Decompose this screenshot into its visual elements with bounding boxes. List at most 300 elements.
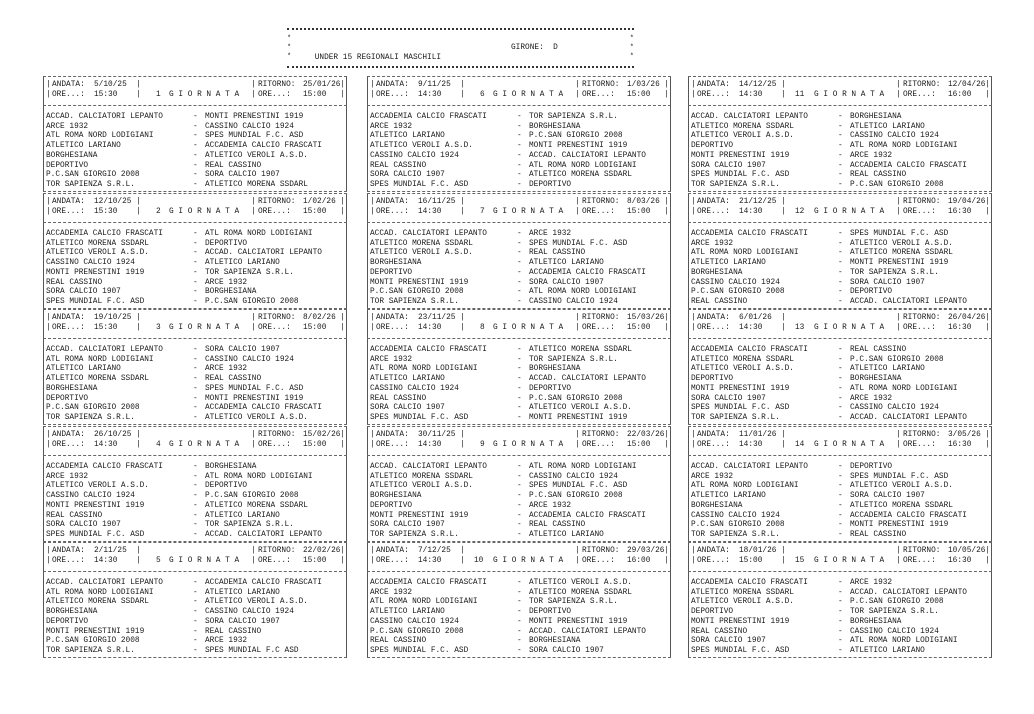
pipe: | — [251, 314, 256, 322]
giornata-label: G I O R N A T A — [814, 557, 885, 565]
away-team: TOR SAPIENZA S.R.L. — [850, 268, 939, 277]
match-row — [46, 463, 344, 473]
away-team: REAL CASSINO — [850, 171, 907, 180]
home-team: TOR SAPIENZA S.R.L. — [370, 297, 459, 306]
pipe: | — [460, 91, 465, 99]
andata-row — [370, 198, 668, 208]
andata-label: ANDATA: — [52, 314, 85, 322]
home-team: SORA CALCIO 1907 — [46, 288, 121, 297]
home-team: SORA CALCIO 1907 — [691, 394, 766, 403]
pipe: | — [691, 547, 696, 555]
home-team: P.C.SAN GIORGIO 2008 — [46, 637, 140, 646]
home-team: BORGHESIANA — [46, 151, 98, 160]
pipe: | — [896, 208, 901, 216]
vs-dash: - — [838, 249, 843, 258]
away-team: BORGHESIANA — [205, 463, 257, 471]
ore-row — [691, 441, 989, 451]
vs-dash: - — [517, 463, 522, 471]
pipe: | — [46, 557, 51, 565]
vs-dash: - — [517, 355, 522, 364]
match-row — [691, 395, 989, 405]
away-team: DEPORTIVO — [205, 482, 248, 491]
home-team: ACCAD. CALCIATORI LEPANTO — [691, 113, 808, 121]
pipe: | — [340, 81, 345, 89]
ritorno-date: 29/03/26 — [627, 547, 665, 555]
away-team: ATLETICO LARIANO — [529, 530, 604, 539]
pipe: | — [136, 91, 141, 99]
giornata-number: 5 — [156, 557, 161, 565]
pipe: | — [370, 441, 375, 449]
home-team: ARCE 1932 — [691, 472, 734, 481]
home-team: ATLETICO MORENA SSDARL — [46, 239, 149, 248]
vs-dash: - — [193, 463, 198, 471]
match-row — [370, 132, 668, 142]
match-row — [370, 521, 668, 531]
giornata-label: G I O R N A T A — [169, 91, 240, 99]
pipe: | — [781, 314, 786, 322]
giornata-block — [43, 193, 347, 309]
away-team: ARCE 1932 — [850, 394, 893, 403]
giornata-number: 14 — [795, 441, 805, 449]
away-team: DEPORTIVO — [529, 180, 572, 189]
home-team: TOR SAPIENZA S.R.L. — [691, 180, 780, 189]
ritorno-label: RITORNO: — [258, 547, 296, 555]
andata-date: 23/11/25 — [418, 314, 456, 322]
away-team: ATLETICO LARIANO — [850, 646, 925, 655]
ore-row — [691, 324, 989, 334]
home-team: CASSINO CALCIO 1924 — [46, 492, 135, 501]
ritorno-label: RITORNO: — [258, 431, 296, 439]
ore-label: ORE...: — [903, 91, 936, 99]
giornata-number: 13 — [795, 324, 805, 332]
dashed-separator — [367, 222, 671, 223]
match-row — [691, 579, 989, 589]
match-row — [46, 298, 344, 308]
away-team: P.C.SAN GIORGIO 2008 — [529, 394, 623, 403]
ritorno-label: RITORNO: — [903, 431, 941, 439]
vs-dash: - — [193, 113, 198, 121]
ritorno-date: 10/05/26 — [948, 547, 986, 555]
giornata-label: G I O R N A T A — [814, 91, 885, 99]
away-team: ATLETICO MORENA SSDARL — [205, 180, 308, 189]
vs-dash: - — [193, 501, 198, 510]
away-team: CASSINO CALCIO 1924 — [850, 404, 939, 413]
away-team: DEPORTIVO — [205, 239, 248, 248]
home-team: ATL ROMA NORD LODIGIANI — [46, 355, 154, 364]
away-team: REAL CASSINO — [529, 521, 586, 530]
match-row — [370, 647, 668, 657]
dashed-separator — [43, 191, 347, 192]
match-row — [370, 414, 668, 424]
pipe: | — [136, 314, 141, 322]
home-team: TOR SAPIENZA S.R.L. — [46, 413, 135, 422]
match-row — [370, 375, 668, 385]
ritorno-date: 1/03/26 — [627, 81, 660, 89]
match-row — [46, 346, 344, 356]
pipe: | — [251, 91, 256, 99]
dashed-separator — [688, 338, 992, 339]
vs-dash: - — [838, 579, 843, 587]
giornata-block — [43, 542, 347, 658]
dashed-separator — [43, 309, 347, 310]
home-team: ACCADEMIA CALCIO FRASCATI — [370, 346, 487, 354]
vs-dash: - — [193, 384, 198, 393]
ore-label: ORE...: — [903, 208, 936, 216]
home-team: BORGHESIANA — [370, 259, 422, 268]
away-team: ACCAD. CALCIATORI LEPANTO — [205, 249, 322, 258]
vs-dash: - — [193, 268, 198, 277]
ore-row — [370, 91, 668, 101]
away-team: SORA CALCIO 1907 — [529, 646, 604, 655]
vs-dash: - — [517, 472, 522, 481]
away-team: P.C.SAN GIORGIO 2008 — [529, 132, 623, 141]
vs-dash: - — [193, 637, 198, 646]
away-team: ATLETICO VEROLI A.S.D. — [205, 413, 308, 422]
match-row — [370, 113, 668, 123]
away-team: BORGHESIANA — [529, 122, 581, 131]
match-row — [691, 123, 989, 133]
ritorno-date: 8/02/26 — [303, 314, 336, 322]
pipe: | — [664, 91, 669, 99]
away-team: P.C.SAN GIORGIO 2008 — [529, 492, 623, 501]
dashed-separator — [688, 424, 992, 425]
away-team: TOR SAPIENZA S.R.L. — [529, 598, 618, 607]
away-team: ATLETICO LARIANO — [205, 588, 280, 597]
vs-dash: - — [517, 365, 522, 374]
away-team: ATLETICO LARIANO — [529, 259, 604, 268]
vs-dash: - — [517, 608, 522, 617]
home-team: ARCE 1932 — [46, 472, 89, 481]
vs-dash: - — [193, 598, 198, 607]
home-team: ACCADEMIA CALCIO FRASCATI — [691, 579, 808, 587]
away-team: ATL ROMA NORD LODIGIANI — [850, 142, 958, 151]
vs-dash: - — [517, 122, 522, 131]
pipe: | — [460, 441, 465, 449]
ore-row — [370, 557, 668, 567]
home-team: REAL CASSINO — [46, 278, 103, 287]
home-team: ATLETICO LARIANO — [46, 365, 121, 374]
pipe: | — [136, 208, 141, 216]
home-team: TOR SAPIENZA S.R.L. — [46, 180, 135, 189]
away-team: ATL ROMA NORD LODIGIANI — [205, 472, 313, 481]
vs-dash: - — [517, 501, 522, 510]
pipe: | — [460, 547, 465, 555]
home-team: ATLETICO VEROLI A.S.D. — [370, 142, 473, 151]
andata-label: ANDATA: — [697, 547, 730, 555]
home-team: ACCADEMIA CALCIO FRASCATI — [370, 113, 487, 121]
vs-dash: - — [193, 151, 198, 160]
andata-row — [691, 198, 989, 208]
pipe: | — [575, 441, 580, 449]
match-row — [691, 113, 989, 123]
pipe: | — [136, 324, 141, 332]
pipe: | — [460, 431, 465, 439]
away-team: CASSINO CALCIO 1924 — [205, 355, 294, 364]
vs-dash: - — [517, 278, 522, 287]
ore-label: ORE...: — [582, 557, 615, 565]
home-team: ACCAD. CALCIATORI LEPANTO — [370, 230, 487, 238]
away-team: REAL CASSINO — [850, 530, 907, 539]
match-row — [691, 628, 989, 638]
pipe: | — [340, 431, 345, 439]
ore-label: ORE...: — [697, 557, 730, 565]
ritorno-date: 26/04/26 — [948, 314, 986, 322]
match-row — [691, 512, 989, 522]
vs-dash: - — [517, 511, 522, 520]
pipe: | — [691, 557, 696, 565]
match-row — [370, 512, 668, 522]
match-row — [370, 162, 668, 172]
match-row — [691, 385, 989, 395]
match-row — [370, 492, 668, 502]
ritorno-date: 12/04/26 — [948, 81, 986, 89]
pipe: | — [460, 198, 465, 206]
pipe: | — [251, 547, 256, 555]
match-row — [691, 346, 989, 356]
home-team: DEPORTIVO — [691, 608, 734, 617]
vs-dash: - — [517, 404, 522, 413]
away-team: ARCE 1932 — [205, 365, 248, 374]
giornata-label: G I O R N A T A — [493, 208, 564, 216]
vs-dash: - — [517, 384, 522, 393]
home-team: MONTI PRENESTINI 1919 — [46, 501, 145, 510]
home-team: ATLETICO MORENA SSDARL — [691, 588, 794, 597]
match-row — [46, 502, 344, 512]
andata-row — [46, 198, 344, 208]
vs-dash: - — [838, 142, 843, 151]
away-team: ATLETICO VEROLI A.S.D. — [529, 579, 632, 587]
pipe: | — [460, 314, 465, 322]
pipe: | — [370, 324, 375, 332]
home-team: ACCAD. CALCIATORI LEPANTO — [691, 463, 808, 471]
ore-row — [691, 91, 989, 101]
vs-dash: - — [838, 588, 843, 597]
home-team: BORGHESIANA — [46, 384, 98, 393]
title-box: * * * * * * UNDER 15 REGIONALI MASCHILI GIRONE: D — [287, 25, 634, 69]
match-row — [46, 473, 344, 483]
vs-dash: - — [517, 646, 522, 655]
andata-row — [370, 547, 668, 557]
home-team: ATLETICO VEROLI A.S.D. — [370, 482, 473, 491]
home-team: MONTI PRENESTINI 1919 — [46, 268, 145, 277]
pipe: | — [985, 314, 990, 322]
away-team: TOR SAPIENZA S.R.L. — [205, 521, 294, 530]
andata-label: ANDATA: — [376, 81, 409, 89]
away-team: TOR SAPIENZA S.R.L. — [529, 113, 618, 121]
dashed-separator — [367, 338, 671, 339]
ritorno-date: 22/02/26 — [303, 547, 341, 555]
match-row — [691, 142, 989, 152]
andata-label: ANDATA: — [697, 198, 730, 206]
andata-label: ANDATA: — [376, 314, 409, 322]
away-team: CASSINO CALCIO 1924 — [529, 297, 618, 306]
vs-dash: - — [193, 511, 198, 520]
home-team: DEPORTIVO — [46, 161, 89, 170]
away-team: ACCADEMIA CALCIO FRASCATI — [205, 404, 322, 413]
home-team: DEPORTIVO — [691, 142, 734, 151]
andata-row — [46, 547, 344, 557]
giornata-number: 1 — [156, 91, 161, 99]
match-row — [46, 628, 344, 638]
vs-dash: - — [517, 521, 522, 530]
vs-dash: - — [838, 122, 843, 131]
pipe: | — [575, 324, 580, 332]
andata-time: 15:00 — [739, 557, 763, 565]
giornata-block — [688, 76, 992, 192]
andata-date: 9/11/25 — [418, 81, 451, 89]
home-team: ACCADEMIA CALCIO FRASCATI — [46, 230, 163, 238]
away-team: ATLETICO LARIANO — [850, 365, 925, 374]
match-row — [46, 492, 344, 502]
home-team: ARCE 1932 — [691, 239, 734, 248]
pipe: | — [575, 547, 580, 555]
home-team: ATL ROMA NORD LODIGIANI — [370, 365, 478, 374]
match-row — [46, 589, 344, 599]
ritorno-label: RITORNO: — [582, 198, 620, 206]
giornata-label: G I O R N A T A — [493, 441, 564, 449]
vs-dash: - — [838, 239, 843, 248]
pipe: | — [370, 547, 375, 555]
pipe: | — [985, 81, 990, 89]
match-row — [691, 356, 989, 366]
pipe: | — [251, 431, 256, 439]
match-row — [370, 346, 668, 356]
match-row — [691, 240, 989, 250]
home-team: ATLETICO LARIANO — [370, 132, 445, 141]
vs-dash: - — [517, 151, 522, 160]
andata-time: 14:30 — [739, 324, 763, 332]
dashed-separator — [688, 222, 992, 223]
home-team: ATLETICO VEROLI A.S.D. — [46, 249, 149, 258]
home-team: ATLETICO VEROLI A.S.D. — [370, 249, 473, 258]
home-team: TOR SAPIENZA S.R.L. — [691, 530, 780, 539]
giornata-block — [688, 309, 992, 425]
away-team: ARCE 1932 — [850, 579, 893, 587]
home-team: ATL ROMA NORD LODIGIANI — [691, 482, 799, 491]
home-team: ATLETICO LARIANO — [370, 375, 445, 384]
ore-label: ORE...: — [582, 441, 615, 449]
pipe: | — [781, 547, 786, 555]
andata-row — [691, 81, 989, 91]
vs-dash: - — [517, 627, 522, 636]
home-team: P.C.SAN GIORGIO 2008 — [370, 288, 464, 297]
match-row — [370, 608, 668, 618]
ore-row — [46, 557, 344, 567]
giornata-number: 6 — [480, 91, 485, 99]
home-team: P.C.SAN GIORGIO 2008 — [691, 288, 785, 297]
vs-dash: - — [838, 297, 843, 306]
match-row — [370, 589, 668, 599]
ritorno-date: 25/01/26 — [303, 81, 341, 89]
giornata-number: 4 — [156, 441, 161, 449]
pipe: | — [896, 324, 901, 332]
vs-dash: - — [838, 394, 843, 403]
ore-row — [46, 208, 344, 218]
vs-dash: - — [838, 375, 843, 384]
match-row — [370, 598, 668, 608]
vs-dash: - — [193, 482, 198, 491]
match-row — [46, 288, 344, 298]
home-team: DEPORTIVO — [46, 617, 89, 626]
dashed-separator — [43, 657, 347, 658]
pipe: | — [136, 441, 141, 449]
away-team: SPES MUNDIAL F.C. ASD — [529, 482, 628, 491]
vs-dash: - — [838, 482, 843, 491]
away-team: TOR SAPIENZA S.R.L. — [850, 608, 939, 617]
away-team: ATLETICO VEROLI A.S.D. — [205, 151, 308, 160]
match-row — [46, 113, 344, 123]
andata-time: 14:30 — [418, 91, 442, 99]
vs-dash: - — [838, 151, 843, 160]
home-team: ARCE 1932 — [370, 355, 413, 364]
pipe: | — [896, 431, 901, 439]
home-team: MONTI PRENESTINI 1919 — [370, 278, 469, 287]
away-team: SORA CALCIO 1907 — [850, 278, 925, 287]
match-row — [691, 162, 989, 172]
vs-dash: - — [838, 230, 843, 238]
home-team: ATLETICO VEROLI A.S.D. — [46, 482, 149, 491]
away-team: ACCAD. CALCIATORI LEPANTO — [850, 297, 967, 306]
home-team: ATLETICO VEROLI A.S.D. — [691, 132, 794, 141]
home-team: ACCADEMIA CALCIO FRASCATI — [46, 463, 163, 471]
pipe: | — [664, 431, 669, 439]
ritorno-time: 16:00 — [948, 91, 972, 99]
vs-dash: - — [193, 627, 198, 636]
ritorno-time: 16:30 — [948, 441, 972, 449]
andata-time: 14:30 — [94, 557, 118, 565]
home-team: DEPORTIVO — [691, 375, 734, 384]
vs-dash: - — [517, 530, 522, 539]
match-row — [691, 414, 989, 424]
pipe: | — [781, 324, 786, 332]
pipe: | — [370, 81, 375, 89]
giornata-number: 8 — [480, 324, 485, 332]
dashed-separator — [367, 424, 671, 425]
home-team: ATLETICO VEROLI A.S.D. — [691, 598, 794, 607]
pipe: | — [46, 81, 51, 89]
pipe: | — [691, 198, 696, 206]
giornata-block — [367, 193, 671, 309]
dashed-separator — [43, 542, 347, 543]
ritorno-time: 15:00 — [303, 324, 327, 332]
giornata-number: 3 — [156, 324, 161, 332]
away-team: REAL CASSINO — [850, 346, 907, 354]
match-row — [46, 375, 344, 385]
away-team: CASSINO CALCIO 1924 — [850, 132, 939, 141]
dashed-separator — [43, 76, 347, 77]
andata-label: ANDATA: — [697, 314, 730, 322]
ore-label: ORE...: — [258, 557, 291, 565]
away-team: ATLETICO MORENA SSDARL — [850, 249, 953, 258]
pipe: | — [575, 91, 580, 99]
dashed-separator — [367, 455, 671, 456]
match-row — [691, 298, 989, 308]
andata-label: ANDATA: — [376, 431, 409, 439]
giornata-block — [367, 426, 671, 542]
away-team: ARCE 1932 — [205, 278, 248, 287]
vs-dash: - — [193, 230, 198, 238]
home-team: ATLETICO MORENA SSDARL — [46, 598, 149, 607]
away-team: BORGHESIANA — [850, 113, 902, 121]
vs-dash: - — [838, 521, 843, 530]
away-team: ATLETICO MORENA SSDARL — [850, 501, 953, 510]
andata-date: 26/10/25 — [94, 431, 132, 439]
home-team: SORA CALCIO 1907 — [370, 404, 445, 413]
match-row — [691, 152, 989, 162]
pipe: | — [370, 208, 375, 216]
ritorno-time: 15:00 — [627, 91, 651, 99]
ritorno-date: 22/03/26 — [627, 431, 665, 439]
